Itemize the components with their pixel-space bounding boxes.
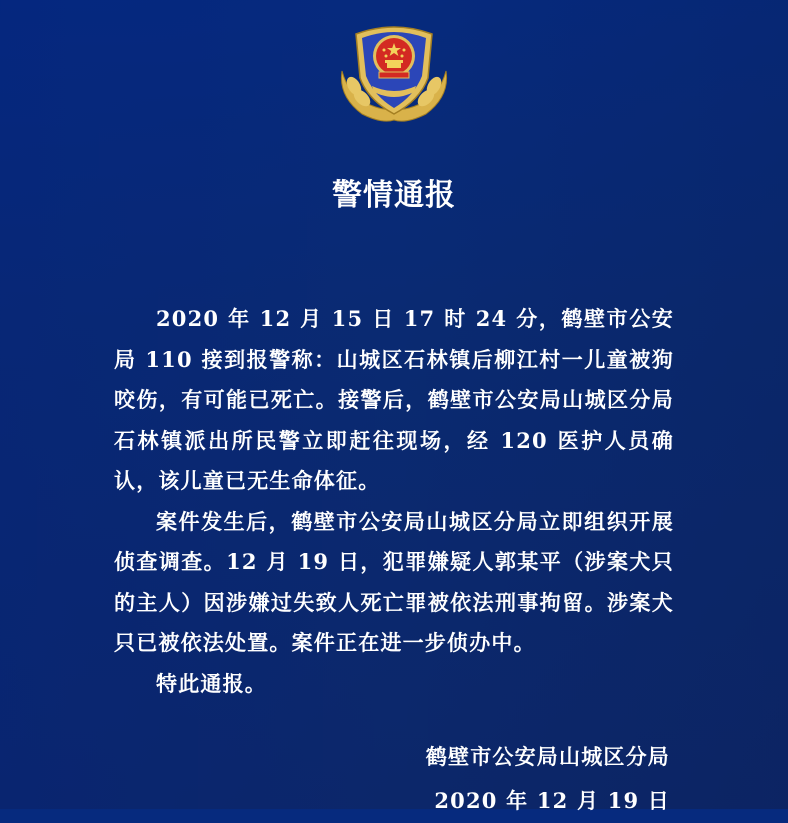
paragraph-incident: 2020 年 12 月 15 日 17 时 24 分，鹤壁市公安局 110 接到报警称：山城区石林镇后柳江村一儿童被狗咬伤，有可能已死亡。接警后，鹤壁市公安局山城区分局石林镇派出所民警立即赶往现场，经 120 医护人员确认，该儿童已无生命体征。: [114, 306, 674, 493]
page-title: 警情通报: [332, 178, 456, 213]
police-emblem-icon: [332, 16, 456, 128]
paragraph-closing: 特此通报。: [156, 670, 267, 696]
signature-block: [426, 735, 670, 823]
signature-organization: 鹤壁市公安局山城区分局: [425, 744, 670, 769]
signature-date: 2020 年 12 月 19 日: [434, 788, 670, 813]
paragraph-investigation: 案件发生后，鹤壁市公安局山城区分局立即组织开展侦查调查。12 月 19 日，犯罪嫌疑人郭某平（涉案犬只的主人）因涉嫌过失致人死亡罪被依法刑事拘留。涉案犬只已被依法处置。案件正在进一步侦办中。: [114, 508, 674, 655]
notice-body: [114, 299, 674, 704]
